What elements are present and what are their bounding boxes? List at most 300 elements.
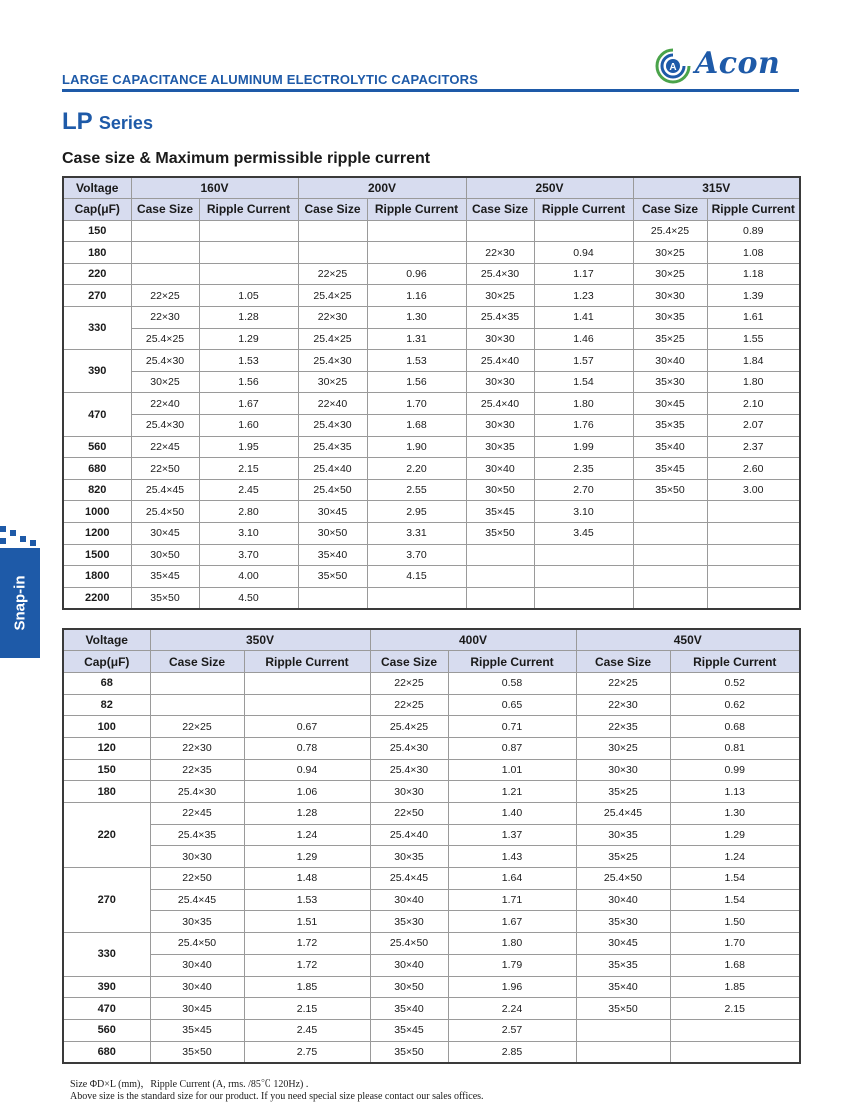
case-size-cell: 30×45 — [131, 523, 199, 545]
table-row — [63, 889, 800, 911]
ripple-current-cell: 0.78 — [244, 737, 370, 759]
ripple-current-cell — [199, 220, 298, 242]
case-size-cell: 22×50 — [370, 803, 448, 825]
case-size-cell: 25.4×45 — [576, 803, 670, 825]
case-size-cell: 35×45 — [466, 501, 534, 523]
case-size-cell — [633, 523, 707, 545]
table-row — [63, 544, 800, 566]
table-row — [63, 566, 800, 588]
ripple-current-cell: 1.80 — [448, 933, 576, 955]
case-size-cell: 22×25 — [131, 285, 199, 307]
case-size-cell: 25.4×45 — [150, 889, 244, 911]
capacitance-cell: 150 — [63, 759, 150, 781]
case-size-header: Case Size — [466, 199, 534, 221]
ripple-current-header: Ripple Current — [448, 651, 576, 673]
ripple-current-cell: 1.46 — [534, 328, 633, 350]
case-size-cell: 35×40 — [633, 436, 707, 458]
ripple-current-cell: 1.55 — [707, 328, 800, 350]
case-size-cell: 30×40 — [633, 350, 707, 372]
capacitance-cell: 1200 — [63, 523, 131, 545]
ripple-current-cell: 1.76 — [534, 415, 633, 437]
ripple-current-cell: 1.80 — [534, 393, 633, 415]
series-title-sub: Series — [98, 113, 153, 133]
capacitance-cell: 180 — [63, 781, 150, 803]
capacitance-cell: 330 — [63, 933, 150, 976]
case-size-cell — [131, 263, 199, 285]
side-tab-decoration — [10, 530, 16, 536]
side-tab-decoration — [0, 526, 6, 532]
case-size-cell: 25.4×30 — [298, 350, 367, 372]
ripple-current-cell: 1.28 — [244, 803, 370, 825]
table-row — [63, 824, 800, 846]
case-size-cell: 30×25 — [633, 242, 707, 264]
case-size-cell — [298, 220, 367, 242]
case-size-cell: 35×40 — [298, 544, 367, 566]
ripple-current-cell: 1.17 — [534, 263, 633, 285]
voltage-header: 200V — [298, 177, 466, 199]
ripple-current-cell: 1.43 — [448, 846, 576, 868]
ripple-current-cell: 2.20 — [367, 458, 466, 480]
capacitance-cell: 330 — [63, 307, 131, 350]
ripple-current-cell: 2.75 — [244, 1041, 370, 1063]
ripple-current-cell: 1.16 — [367, 285, 466, 307]
case-size-cell: 25.4×25 — [298, 285, 367, 307]
case-size-cell: 22×30 — [150, 737, 244, 759]
case-size-cell — [131, 220, 199, 242]
case-size-cell: 22×50 — [131, 458, 199, 480]
capacitance-cell: 180 — [63, 242, 131, 264]
ripple-current-cell — [707, 544, 800, 566]
case-size-cell: 35×25 — [633, 328, 707, 350]
case-size-cell: 30×50 — [466, 479, 534, 501]
ripple-current-cell: 1.54 — [670, 889, 800, 911]
series-title — [62, 108, 153, 136]
case-size-cell: 30×25 — [131, 371, 199, 393]
case-size-cell: 30×40 — [466, 458, 534, 480]
ripple-current-cell: 1.95 — [199, 436, 298, 458]
ripple-current-cell: 1.71 — [448, 889, 576, 911]
table-row — [63, 716, 800, 738]
case-size-header: Case Size — [576, 651, 670, 673]
case-size-cell: 30×25 — [466, 285, 534, 307]
table-row — [63, 846, 800, 868]
table-row — [63, 672, 800, 694]
ripple-current-cell: 0.68 — [670, 716, 800, 738]
ripple-current-cell: 1.23 — [534, 285, 633, 307]
table-row — [63, 220, 800, 242]
case-size-cell — [576, 1041, 670, 1063]
table-row — [63, 436, 800, 458]
ripple-current-cell: 0.96 — [367, 263, 466, 285]
case-size-cell: 30×30 — [370, 781, 448, 803]
ripple-current-cell: 0.94 — [244, 759, 370, 781]
case-size-cell: 30×40 — [370, 954, 448, 976]
ripple-current-cell — [199, 242, 298, 264]
ripple-table-350-450v — [62, 628, 801, 1064]
capacitance-cell: 680 — [63, 1041, 150, 1063]
voltage-header: 250V — [466, 177, 633, 199]
footnote: Size ΦD×L (mm)，Ripple Current (A, rms. /85℃ 120Hz) . — [70, 1079, 309, 1090]
ripple-current-cell: 1.84 — [707, 350, 800, 372]
table-row — [63, 998, 800, 1020]
table-row — [63, 933, 800, 955]
ripple-current-cell — [670, 1019, 800, 1041]
case-size-cell: 30×40 — [150, 954, 244, 976]
case-size-cell — [150, 672, 244, 694]
ripple-current-cell: 1.90 — [367, 436, 466, 458]
case-size-cell: 25.4×35 — [466, 307, 534, 329]
case-size-cell: 25.4×25 — [633, 220, 707, 242]
case-size-cell: 30×35 — [150, 911, 244, 933]
capacitance-cell: 100 — [63, 716, 150, 738]
ripple-current-cell: 0.81 — [670, 737, 800, 759]
case-size-cell: 25.4×40 — [298, 458, 367, 480]
acon-logo-icon — [655, 48, 691, 84]
capacitance-cell: 270 — [63, 868, 150, 933]
case-size-cell: 30×40 — [150, 976, 244, 998]
case-size-header: Case Size — [150, 651, 244, 673]
ripple-current-cell: 0.67 — [244, 716, 370, 738]
ripple-current-header: Ripple Current — [244, 651, 370, 673]
case-size-cell — [633, 587, 707, 609]
ripple-current-cell: 3.10 — [199, 523, 298, 545]
ripple-current-cell: 1.37 — [448, 824, 576, 846]
ripple-current-cell: 1.18 — [707, 263, 800, 285]
voltage-header: 160V — [131, 177, 298, 199]
ripple-current-cell: 1.30 — [670, 803, 800, 825]
ripple-current-cell — [367, 587, 466, 609]
table-row — [63, 242, 800, 264]
capacitance-cell: 470 — [63, 998, 150, 1020]
case-size-cell: 25.4×40 — [370, 824, 448, 846]
table-row — [63, 393, 800, 415]
table-row — [63, 781, 800, 803]
case-size-cell: 22×25 — [370, 694, 448, 716]
case-size-cell: 25.4×25 — [370, 716, 448, 738]
logo-mark-letter: A — [669, 62, 677, 73]
case-size-cell — [633, 566, 707, 588]
case-size-cell: 22×35 — [150, 759, 244, 781]
ripple-current-header: Ripple Current — [199, 199, 298, 221]
ripple-current-cell: 1.13 — [670, 781, 800, 803]
capacitance-cell: 560 — [63, 436, 131, 458]
case-size-cell: 22×50 — [150, 868, 244, 890]
column-header-row — [63, 651, 800, 673]
case-size-cell — [466, 587, 534, 609]
acon-logo — [655, 46, 795, 86]
ripple-current-cell: 2.37 — [707, 436, 800, 458]
ripple-current-cell: 1.54 — [670, 868, 800, 890]
case-size-cell — [131, 242, 199, 264]
ripple-current-cell: 0.89 — [707, 220, 800, 242]
ripple-current-cell: 1.31 — [367, 328, 466, 350]
ripple-current-cell: 1.24 — [670, 846, 800, 868]
case-size-cell: 30×45 — [633, 393, 707, 415]
case-size-cell: 30×30 — [633, 285, 707, 307]
case-size-cell: 25.4×40 — [466, 350, 534, 372]
capacitance-cell: 470 — [63, 393, 131, 436]
case-size-cell: 25.4×30 — [150, 781, 244, 803]
case-size-cell: 22×30 — [466, 242, 534, 264]
ripple-current-cell — [534, 544, 633, 566]
case-size-cell: 30×45 — [298, 501, 367, 523]
capacitance-cell: 120 — [63, 737, 150, 759]
table-row — [63, 976, 800, 998]
case-size-cell — [576, 1019, 670, 1041]
capacitance-cell: 390 — [63, 976, 150, 998]
capacitance-cell: 1800 — [63, 566, 131, 588]
ripple-current-cell: 0.58 — [448, 672, 576, 694]
logo-text: Acon — [695, 46, 781, 81]
ripple-current-cell: 1.80 — [707, 371, 800, 393]
ripple-current-cell: 1.54 — [534, 371, 633, 393]
ripple-current-cell: 2.07 — [707, 415, 800, 437]
ripple-current-cell: 4.00 — [199, 566, 298, 588]
ripple-current-cell: 1.06 — [244, 781, 370, 803]
voltage-label: Voltage — [63, 629, 150, 651]
ripple-current-cell: 1.24 — [244, 824, 370, 846]
ripple-current-cell: 2.57 — [448, 1019, 576, 1041]
table-row — [63, 350, 800, 372]
ripple-current-cell: 2.60 — [707, 458, 800, 480]
capacitance-cell: 150 — [63, 220, 131, 242]
capacitance-cell: 1000 — [63, 501, 131, 523]
case-size-cell: 30×45 — [150, 998, 244, 1020]
ripple-current-cell: 4.50 — [199, 587, 298, 609]
case-size-cell: 22×30 — [298, 307, 367, 329]
cap-label: Cap(μF) — [63, 199, 131, 221]
ripple-current-cell: 1.85 — [670, 976, 800, 998]
header-title: LARGE CAPACITANCE ALUMINUM ELECTROLYTIC CAPACITORS — [62, 72, 479, 87]
case-size-cell: 30×40 — [370, 889, 448, 911]
case-size-cell: 35×30 — [633, 371, 707, 393]
table-row — [63, 307, 800, 329]
ripple-current-cell: 3.31 — [367, 523, 466, 545]
ripple-current-cell: 2.24 — [448, 998, 576, 1020]
case-size-cell: 30×30 — [466, 415, 534, 437]
case-size-cell — [466, 220, 534, 242]
capacitance-cell: 820 — [63, 479, 131, 501]
ripple-current-cell: 3.10 — [534, 501, 633, 523]
ripple-current-cell: 1.40 — [448, 803, 576, 825]
case-size-cell: 22×45 — [150, 803, 244, 825]
case-size-cell: 25.4×30 — [298, 415, 367, 437]
ripple-current-cell: 1.99 — [534, 436, 633, 458]
case-size-cell: 25.4×45 — [370, 868, 448, 890]
ripple-current-cell: 1.39 — [707, 285, 800, 307]
case-size-cell — [633, 501, 707, 523]
table1-body — [63, 220, 800, 609]
ripple-current-cell: 2.55 — [367, 479, 466, 501]
ripple-current-cell: 1.72 — [244, 933, 370, 955]
ripple-current-cell — [534, 220, 633, 242]
ripple-current-cell: 1.30 — [367, 307, 466, 329]
ripple-current-cell — [367, 220, 466, 242]
ripple-current-cell — [534, 566, 633, 588]
ripple-current-cell: 1.53 — [367, 350, 466, 372]
ripple-current-cell: 1.48 — [244, 868, 370, 890]
capacitance-cell: 2200 — [63, 587, 131, 609]
ripple-current-cell — [244, 694, 370, 716]
ripple-current-cell — [199, 263, 298, 285]
case-size-cell: 35×50 — [150, 1041, 244, 1063]
table-row — [63, 1019, 800, 1041]
ripple-current-cell: 1.29 — [244, 846, 370, 868]
case-size-cell: 35×50 — [466, 523, 534, 545]
ripple-current-cell: 3.70 — [367, 544, 466, 566]
capacitance-cell: 82 — [63, 694, 150, 716]
ripple-current-cell: 1.68 — [670, 954, 800, 976]
table-row — [63, 1041, 800, 1063]
case-size-cell: 30×30 — [466, 328, 534, 350]
ripple-current-cell: 1.50 — [670, 911, 800, 933]
case-size-cell: 30×50 — [370, 976, 448, 998]
side-tab-label: Snap-in — [11, 575, 29, 631]
ripple-current-cell: 3.00 — [707, 479, 800, 501]
ripple-current-cell: 0.99 — [670, 759, 800, 781]
case-size-cell: 35×50 — [576, 998, 670, 1020]
capacitance-cell: 680 — [63, 458, 131, 480]
case-size-cell: 25.4×30 — [131, 415, 199, 437]
case-size-cell: 30×25 — [576, 737, 670, 759]
table-row — [63, 587, 800, 609]
case-size-cell: 25.4×35 — [298, 436, 367, 458]
table-row — [63, 954, 800, 976]
capacitance-cell: 560 — [63, 1019, 150, 1041]
case-size-cell: 35×45 — [370, 1019, 448, 1041]
case-size-cell: 25.4×50 — [370, 933, 448, 955]
case-size-cell: 35×50 — [633, 479, 707, 501]
ripple-current-cell: 0.87 — [448, 737, 576, 759]
ripple-current-cell: 1.29 — [199, 328, 298, 350]
ripple-current-cell: 1.28 — [199, 307, 298, 329]
ripple-current-cell: 3.70 — [199, 544, 298, 566]
ripple-current-cell: 1.53 — [199, 350, 298, 372]
ripple-current-cell: 1.41 — [534, 307, 633, 329]
ripple-current-cell: 2.10 — [707, 393, 800, 415]
ripple-current-cell — [707, 523, 800, 545]
ripple-current-cell: 4.15 — [367, 566, 466, 588]
case-size-cell — [298, 587, 367, 609]
voltage-header: 400V — [370, 629, 576, 651]
ripple-current-cell: 2.15 — [244, 998, 370, 1020]
ripple-current-cell — [707, 587, 800, 609]
ripple-current-header: Ripple Current — [534, 199, 633, 221]
ripple-current-cell: 2.15 — [670, 998, 800, 1020]
case-size-cell: 22×30 — [131, 307, 199, 329]
case-size-cell: 25.4×40 — [466, 393, 534, 415]
case-size-cell: 22×25 — [576, 672, 670, 694]
case-size-header: Case Size — [370, 651, 448, 673]
case-size-cell: 35×25 — [576, 846, 670, 868]
case-size-cell: 35×50 — [298, 566, 367, 588]
ripple-current-cell — [534, 587, 633, 609]
case-size-cell: 35×50 — [370, 1041, 448, 1063]
capacitance-cell: 270 — [63, 285, 131, 307]
case-size-cell: 25.4×30 — [370, 759, 448, 781]
case-size-cell: 25.4×50 — [131, 501, 199, 523]
table-row — [63, 759, 800, 781]
table-row — [63, 285, 800, 307]
case-size-cell — [466, 544, 534, 566]
header-rule — [62, 89, 799, 92]
ripple-current-cell: 2.80 — [199, 501, 298, 523]
case-size-cell: 30×25 — [298, 371, 367, 393]
case-size-cell: 35×45 — [633, 458, 707, 480]
case-size-cell: 25.4×25 — [131, 328, 199, 350]
case-size-cell: 22×30 — [576, 694, 670, 716]
ripple-current-cell: 2.85 — [448, 1041, 576, 1063]
case-size-cell: 25.4×30 — [466, 263, 534, 285]
ripple-current-cell: 1.61 — [707, 307, 800, 329]
side-tab-decoration — [20, 536, 26, 542]
ripple-current-cell: 0.94 — [534, 242, 633, 264]
table-row — [63, 328, 800, 350]
case-size-cell: 25.4×50 — [576, 868, 670, 890]
table-row — [63, 479, 800, 501]
voltage-header: 350V — [150, 629, 370, 651]
ripple-current-cell: 0.62 — [670, 694, 800, 716]
ripple-current-cell: 3.45 — [534, 523, 633, 545]
case-size-cell: 35×35 — [633, 415, 707, 437]
table-row — [63, 415, 800, 437]
case-size-cell: 30×45 — [576, 933, 670, 955]
ripple-current-cell: 1.68 — [367, 415, 466, 437]
case-size-cell: 35×30 — [370, 911, 448, 933]
ripple-current-cell: 2.45 — [244, 1019, 370, 1041]
table-row — [63, 501, 800, 523]
case-size-cell: 30×35 — [370, 846, 448, 868]
ripple-current-cell: 1.85 — [244, 976, 370, 998]
case-size-header: Case Size — [131, 199, 199, 221]
case-size-cell: 25.4×45 — [131, 479, 199, 501]
case-size-cell: 22×25 — [370, 672, 448, 694]
capacitance-cell: 220 — [63, 803, 150, 868]
case-size-cell: 35×25 — [576, 781, 670, 803]
case-size-cell: 22×40 — [298, 393, 367, 415]
voltage-header-row — [63, 629, 800, 651]
table-row — [63, 737, 800, 759]
ripple-current-cell: 1.72 — [244, 954, 370, 976]
ripple-current-cell: 2.95 — [367, 501, 466, 523]
ripple-current-cell: 0.65 — [448, 694, 576, 716]
table-row — [63, 523, 800, 545]
case-size-cell: 30×35 — [576, 824, 670, 846]
case-size-cell: 30×50 — [131, 544, 199, 566]
ripple-current-cell: 1.21 — [448, 781, 576, 803]
ripple-current-header: Ripple Current — [670, 651, 800, 673]
case-size-cell: 22×25 — [150, 716, 244, 738]
case-size-cell: 22×35 — [576, 716, 670, 738]
ripple-current-cell: 1.67 — [199, 393, 298, 415]
table-row — [63, 803, 800, 825]
case-size-cell: 35×45 — [131, 566, 199, 588]
case-size-cell: 35×35 — [576, 954, 670, 976]
ripple-current-cell: 1.70 — [670, 933, 800, 955]
case-size-cell: 30×35 — [633, 307, 707, 329]
case-size-cell: 35×45 — [150, 1019, 244, 1041]
case-size-cell: 25.4×30 — [370, 737, 448, 759]
ripple-current-header: Ripple Current — [367, 199, 466, 221]
capacitance-cell: 390 — [63, 350, 131, 393]
voltage-header: 450V — [576, 629, 800, 651]
side-tab-decoration — [0, 538, 6, 544]
voltage-header-row — [63, 177, 800, 199]
column-header-row — [63, 199, 800, 221]
case-size-cell — [633, 544, 707, 566]
ripple-current-cell: 1.56 — [199, 371, 298, 393]
case-size-cell: 30×30 — [150, 846, 244, 868]
